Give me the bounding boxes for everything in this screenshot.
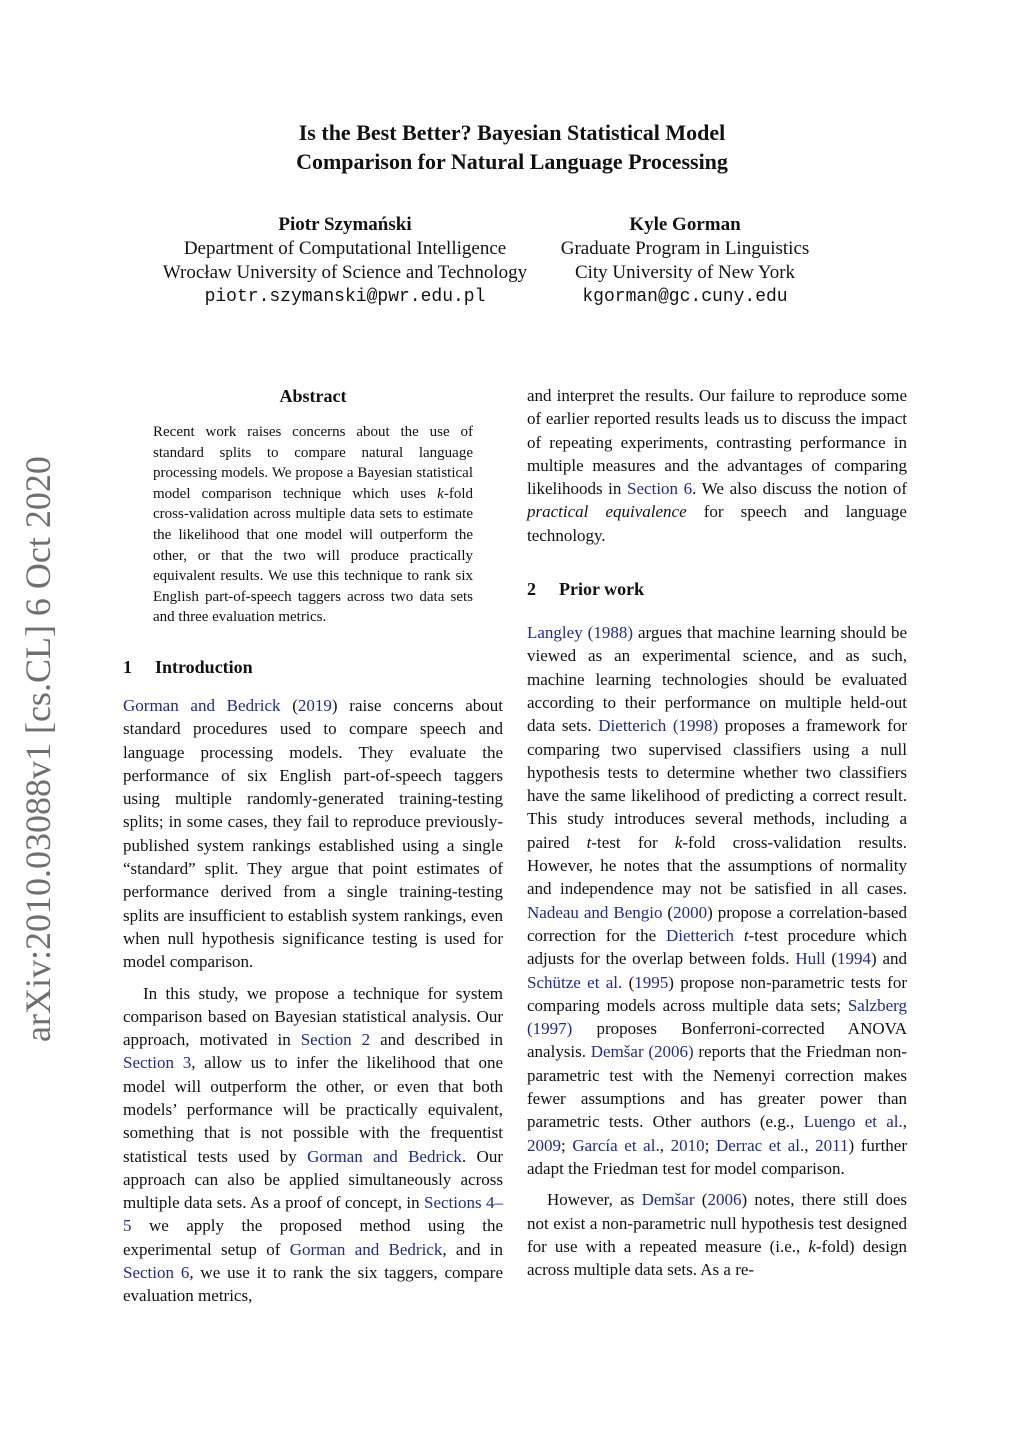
prior-work-paragraph-1 xyxy=(527,621,907,1180)
citation-link[interactable]: Derrac et al. xyxy=(715,1135,805,1155)
math-t: t xyxy=(586,832,592,852)
right-column xyxy=(527,384,907,1281)
math-k: k xyxy=(674,832,683,852)
citation-link[interactable]: Salzberg xyxy=(847,995,907,1015)
paragraph-text: propose a correlation-based correction for the xyxy=(527,902,907,945)
paragraph-text: and described in xyxy=(370,1030,503,1050)
arxiv-identifier-stamp: arXiv:2010.03088v1 [cs.CL] 6 Oct 2020 xyxy=(18,456,58,1042)
citation-year-link[interactable]: 2006 xyxy=(707,1190,742,1210)
citation-paren: ) xyxy=(668,972,674,992)
citation-link[interactable]: Hull xyxy=(795,949,826,969)
citation-separator: , xyxy=(902,1112,908,1132)
section-number: 2 xyxy=(527,579,536,600)
paragraph-text: we apply the proposed method using the experimental setup of xyxy=(123,1216,503,1259)
citation-separator: ; xyxy=(561,1135,573,1155)
citation-link[interactable]: García et al. xyxy=(572,1135,660,1155)
citation-year-link[interactable]: 2019 xyxy=(297,695,332,715)
section-ref-link[interactable]: Section 6 xyxy=(123,1263,190,1283)
citation-separator: , xyxy=(804,1135,816,1155)
paragraph-text: reports that the Friedman non-parametric test with the Nemenyi correction makes fewer assumptions and has greater power than parametric tests. Other authors (e.g., xyxy=(527,1042,907,1132)
math-k: k xyxy=(808,1236,816,1256)
citation-link[interactable]: Luengo et al. xyxy=(803,1112,903,1132)
section-ref-link[interactable]: Section 6 xyxy=(627,479,693,499)
author-block-2 xyxy=(545,213,825,309)
paragraph-text: ) further adapt the Friedman test for model comparison. xyxy=(527,1135,908,1178)
author-block-1 xyxy=(140,213,550,309)
paragraph-text: raise concerns about standard procedures used to compare speech and language processing models. They evaluate the performance of six English part-of-speech taggers using multiple randomly-generated training-testing splits; in some cases, they fail to reproduce previously-published system rankings established using a single “standard” split. They argue that point estimates of performance derived from a single training-testing splits are insufficient to establish system rankings, even when null hypothesis significance testing is used for model comparison. xyxy=(123,695,503,972)
citation-year-link[interactable]: (1988) xyxy=(587,623,633,643)
citation-year-link[interactable]: (2006) xyxy=(648,1042,694,1062)
citation-link[interactable]: Schütze et al. xyxy=(527,972,623,992)
math-t: t xyxy=(743,925,749,945)
paragraph-text: -test for xyxy=(591,832,675,852)
section-ref-link[interactable]: Section 3 xyxy=(123,1053,192,1073)
paragraph-text: and interpret the results. Our failure to reproduce some of earlier reported results leads us to discuss the impact of repeating experiments, contrasting performance in multiple measures and the advantages of comparing likelihoods in xyxy=(527,386,907,499)
citation-paren: ( xyxy=(694,1190,708,1210)
paragraph-text: -test procedure which adjusts for the overlap between folds. xyxy=(527,925,908,969)
emphasis-text: practical equivalence xyxy=(527,502,687,522)
paragraph-text: propose non-parametric tests for comparing models across multiple data sets; xyxy=(527,972,907,1015)
abstract-text: -fold cross-validation across multiple data sets to estimate the likelihood that one model will outperform the other, or that the two will produce practically equivalent results. We use this technique to rank six English part-of-speech taggers across two data sets and three evaluation metrics. xyxy=(153,485,473,626)
citation-link[interactable]: Dietterich xyxy=(666,925,734,945)
paragraph-text: . Our approach can also be applied simultaneously across multiple data sets. As a proof of concept, in xyxy=(123,1146,503,1213)
author-affiliation: Department of Computational Intelligence xyxy=(183,238,507,259)
paragraph-text: and xyxy=(876,949,907,969)
introduction-paragraph-2 xyxy=(123,982,503,1308)
citation-year-link[interactable]: (1998) xyxy=(672,716,719,736)
left-column xyxy=(123,384,503,1308)
citation-paren: ) xyxy=(707,902,713,922)
author-email: piotr.szymanski@pwr.edu.pl xyxy=(204,287,486,307)
citation-year-link[interactable]: 1994 xyxy=(837,949,871,969)
section-ref-link[interactable]: Sections 4–5 xyxy=(123,1193,504,1236)
citation-year-link[interactable]: (1997) xyxy=(527,1019,573,1039)
abstract-body xyxy=(153,422,473,628)
paper-title-line-1: Is the Best Better? Bayesian Statistical Model xyxy=(298,120,726,145)
prior-work-paragraph-2 xyxy=(527,1188,907,1281)
citation-link[interactable]: Nadeau and Bengio xyxy=(527,902,663,922)
citation-paren: ) xyxy=(871,949,877,969)
paragraph-text: , and in xyxy=(442,1239,503,1259)
section-heading-prior-work xyxy=(527,577,907,601)
citation-link[interactable]: Demšar xyxy=(641,1190,695,1210)
citation-link[interactable]: Demšar xyxy=(590,1042,644,1062)
paper-title xyxy=(0,118,1024,176)
abstract-heading: Abstract xyxy=(279,386,347,406)
citation-link[interactable]: Gorman and Bedrick xyxy=(307,1146,462,1166)
citation-year-link[interactable]: 1995 xyxy=(634,972,669,992)
abstract-text: Recent work raises concerns about the use of standard splits to compare natural language processing models. We propose a Bayesian statistical model comparison technique which uses xyxy=(153,424,473,502)
paper-title-line-2: Comparison for Natural Language Processing xyxy=(296,149,728,174)
author-email: kgorman@gc.cuny.edu xyxy=(582,287,788,307)
paragraph-text xyxy=(734,926,744,945)
citation-paren: ) xyxy=(331,695,338,715)
paragraph-text: proposes a framework for comparing two supervised classifiers using a null hypothesis tests to determine whether two classifiers have the same likelihood of predicting a correct result. This study introduces several methods, including a paired xyxy=(527,716,907,852)
citation-separator: , xyxy=(659,1135,671,1155)
citation-paren: ( xyxy=(280,695,298,715)
author-affiliation: Wrocław University of Science and Technology xyxy=(162,262,528,283)
paragraph-text: -fold cross-validation results. However, he notes that the assumptions of normality and independence may not be satisfied in all cases. xyxy=(527,832,908,899)
section-heading-introduction xyxy=(123,655,503,679)
introduction-continuation-paragraph xyxy=(527,384,907,547)
citation-link[interactable]: Gorman and Bedrick xyxy=(289,1239,443,1259)
section-number: 1 xyxy=(123,656,132,677)
citation-paren: ( xyxy=(825,949,837,969)
citation-paren: ( xyxy=(662,902,674,922)
citation-year-link[interactable]: 2009 xyxy=(527,1135,561,1155)
citation-year-link[interactable]: 2011 xyxy=(815,1135,849,1155)
math-k: k xyxy=(437,485,444,502)
paragraph-text: However, as xyxy=(547,1190,642,1210)
author-affiliation: Graduate Program in Linguistics xyxy=(560,238,810,259)
paragraph-text: -fold) design across multiple data sets. As a re- xyxy=(527,1236,907,1280)
citation-year-link[interactable]: 2010 xyxy=(670,1135,705,1155)
paragraph-text: proposes Bonferroni-corrected ANOVA analysis. xyxy=(527,1019,907,1062)
paragraph-text: In this study, we propose a technique for system comparison based on Bayesian statistical analysis. Our approach, motivated in xyxy=(123,983,503,1050)
paragraph-text: notes, there still does not exist a non-parametric null hypothesis test designed for use with a repeated measure (i.e., xyxy=(527,1190,908,1256)
paragraph-text: , we use it to rank the six taggers, compare evaluation metrics, xyxy=(123,1263,504,1306)
author-name: Kyle Gorman xyxy=(629,214,741,235)
section-ref-link[interactable]: Section 2 xyxy=(300,1030,371,1050)
author-name: Piotr Szymański xyxy=(278,214,412,235)
section-title: Introduction xyxy=(155,656,253,677)
paragraph-text: , allow us to infer the likelihood that one model will outperform the other, or even that both models’ performance will be practically equivalent, something that is not possible with the frequentist statistical tests used by xyxy=(123,1053,503,1166)
introduction-paragraph-1 xyxy=(123,694,503,974)
citation-year-link[interactable]: 2000 xyxy=(673,902,708,922)
citation-link[interactable]: Langley xyxy=(527,623,583,643)
author-affiliation: City University of New York xyxy=(574,262,796,283)
citation-separator: ; xyxy=(704,1135,716,1155)
citation-link[interactable]: Dietterich xyxy=(598,716,667,736)
paragraph-text: argues that machine learning should be viewed as an experimental science, and as such, machine learning technologies should be evaluated according to their performance on multiple held-out data sets. xyxy=(527,623,908,736)
section-title: Prior work xyxy=(559,579,645,600)
citation-link[interactable]: Gorman and Bedrick xyxy=(123,695,281,715)
paragraph-text: for speech and language technology. xyxy=(527,502,907,545)
citation-paren: ) xyxy=(741,1190,748,1210)
paragraph-text: . We also discuss the notion of xyxy=(692,479,907,499)
citation-paren: ( xyxy=(622,972,635,992)
